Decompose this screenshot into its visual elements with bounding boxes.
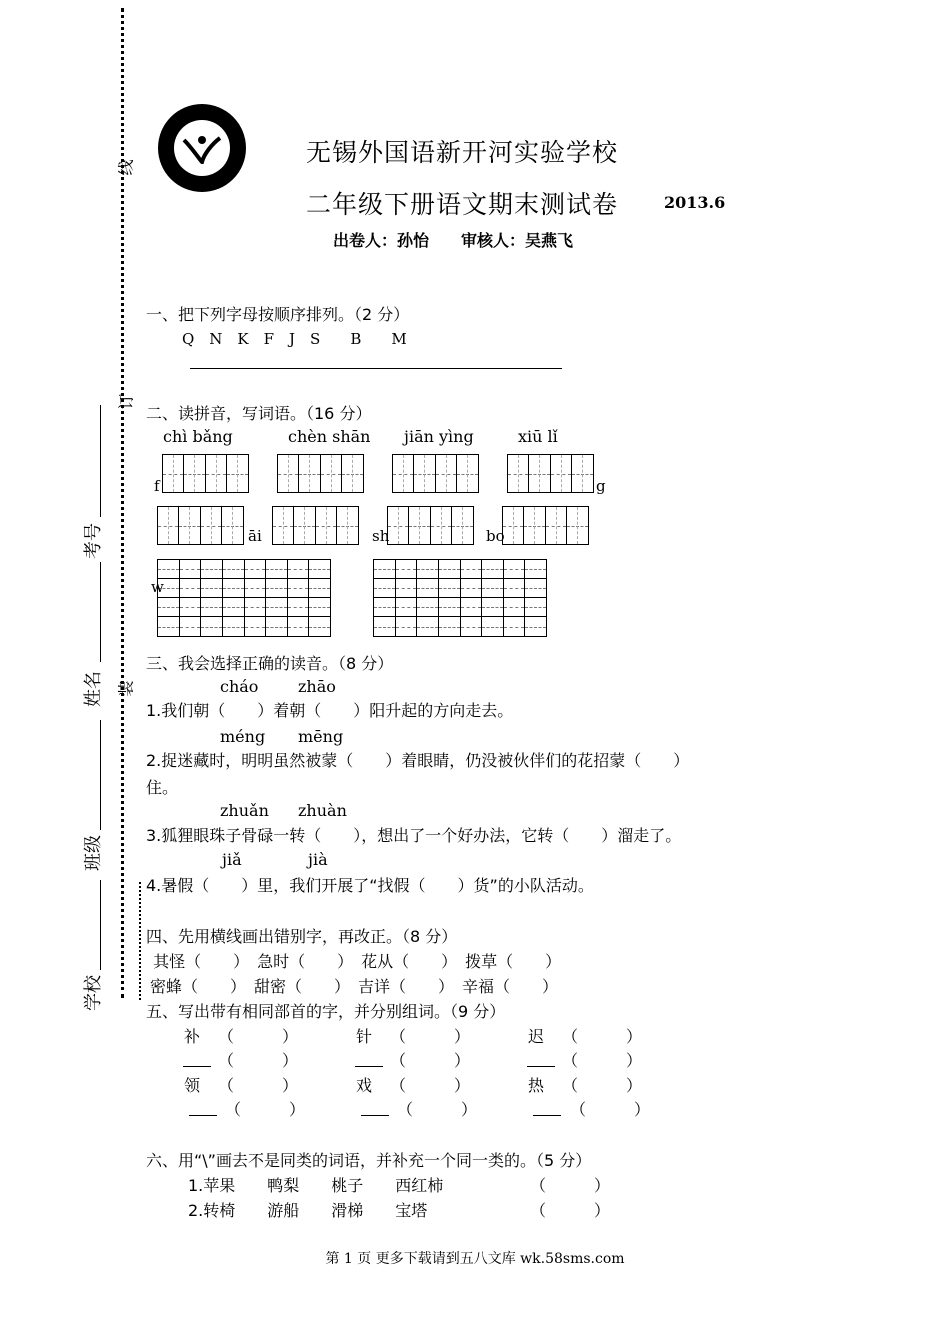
binding-dotted-line — [121, 8, 124, 998]
section5-char-xi: 戏 — [356, 1076, 373, 1095]
hidden-pinyin-fragment: bo — [486, 527, 505, 545]
writing-grid-big-2[interactable] — [373, 559, 547, 637]
section4-row1: 其怪（ ） 急时（ ） 花从（ ） 拨草（ ） — [148, 952, 562, 971]
school-name: 无锡外国语新开河实验学校 — [306, 138, 619, 167]
section3-item2-continued: 住。 — [146, 778, 179, 797]
section5-char-chi: 迟 — [528, 1027, 545, 1046]
authors-line: 出卷人：孙怡 审核人：吴燕飞 — [333, 231, 574, 250]
pinyin-zhuan3: zhuǎn — [220, 801, 269, 820]
section5-paren[interactable]: （ ） — [218, 1051, 299, 1070]
hidden-pinyin-fragment: g — [596, 477, 606, 495]
section1-answer-line[interactable] — [190, 368, 562, 369]
writing-grid-row2-4[interactable] — [502, 506, 589, 545]
margin-char-ding: 订 — [116, 393, 136, 410]
school-logo — [158, 104, 246, 192]
section3-title: 三、我会选择正确的读音。（8 分） — [146, 654, 394, 673]
section6-row2-paren[interactable]: （ ） — [530, 1201, 611, 1220]
section3-item2: 2.捉迷藏时，明明虽然被蒙（ ）着眼睛，仍没被伙伴们的花招蒙（ ） — [146, 751, 690, 770]
section3-item4: 4.暑假（ ）里，我们开展了“找假（ ）货”的小队活动。 — [146, 876, 594, 895]
margin-label-xuexiao: 学校 — [83, 975, 104, 1011]
writing-grid-chibang[interactable] — [162, 454, 249, 493]
section6-row2-words: 2.转椅 游船 滑梯 宝塔 — [188, 1201, 428, 1220]
writing-grid-row2-1[interactable] — [157, 506, 244, 545]
margin-label-xingming: 姓名 — [83, 671, 104, 707]
section1-letters: Q N K F J S B M — [182, 330, 407, 348]
section5-char-re: 热 — [528, 1076, 545, 1095]
section5-blank[interactable] — [527, 1066, 555, 1067]
pinyin-chibang: chì bǎng — [163, 427, 233, 446]
section5-paren[interactable]: （ ） — [562, 1076, 643, 1095]
hidden-pinyin-fragment: f — [154, 477, 160, 495]
writing-grid-xiuli[interactable] — [507, 454, 594, 493]
pinyin-chenshan: chèn shān — [288, 427, 371, 446]
section5-paren[interactable]: （ ） — [390, 1076, 471, 1095]
pinyin-jia4: jià — [308, 850, 328, 869]
margin-label-banji: 班级 — [83, 835, 104, 871]
hidden-pinyin-fragment: āi — [248, 527, 262, 545]
pinyin-chao: cháo — [220, 677, 259, 696]
pinyin-xiuli: xiū lǐ — [518, 427, 558, 446]
section5-blank[interactable] — [361, 1115, 389, 1116]
section5-char-ling: 领 — [184, 1076, 201, 1095]
section2-title: 二、读拼音，写词语。（16 分） — [146, 404, 372, 423]
section5-paren[interactable]: （ ） — [218, 1076, 299, 1095]
hidden-pinyin-fragment: sh — [372, 527, 390, 545]
section5-char-zhen: 针 — [356, 1027, 373, 1046]
section5-paren[interactable]: （ ） — [218, 1027, 299, 1046]
section5-paren[interactable]: （ ） — [570, 1100, 651, 1119]
section1-title: 一、把下列字母按顺序排列。（2 分） — [146, 305, 410, 324]
logo-emblem-icon — [182, 134, 222, 164]
section5-blank[interactable] — [533, 1115, 561, 1116]
binding-dotted-line-inner — [139, 882, 141, 1000]
page-footer: 第 1 页 更多下载请到五八文库 wk.58sms.com — [325, 1251, 625, 1267]
pinyin-zhuan4: zhuàn — [298, 801, 347, 820]
section3-item1: 1.我们朝（ ）着朝（ ）阳升起的方向走去。 — [146, 701, 514, 720]
exam-date: 2013.6 — [664, 193, 726, 212]
section5-paren[interactable]: （ ） — [562, 1051, 643, 1070]
exam-title: 二年级下册语文期末测试卷 — [306, 190, 619, 219]
writing-grid-row2-2[interactable] — [272, 506, 359, 545]
section5-blank[interactable] — [183, 1066, 211, 1067]
writing-grid-big-1[interactable] — [157, 559, 331, 637]
margin-char-xian: 线 — [116, 159, 136, 176]
writing-grid-row2-3[interactable] — [387, 506, 474, 545]
section5-blank[interactable] — [355, 1066, 383, 1067]
pinyin-jia3: jiǎ — [222, 850, 242, 869]
pinyin-meng2: méng — [220, 727, 266, 746]
pinyin-meng1: mēng — [298, 727, 344, 746]
margin-blank-kaohao[interactable] — [100, 405, 101, 517]
section4-row2: 密蜂（ ） 甜密（ ） 吉详（ ） 辛福（ ） — [150, 977, 559, 996]
section5-blank[interactable] — [189, 1115, 217, 1116]
section6-title: 六、用“\”画去不是同类的词语，并补充一个同一类的。（5 分） — [146, 1151, 592, 1170]
margin-char-zhuang: 装 — [116, 680, 136, 697]
margin-blank-banji[interactable] — [100, 880, 101, 970]
section5-paren[interactable]: （ ） — [397, 1100, 478, 1119]
hidden-pinyin-fragment: w — [151, 578, 164, 596]
section6-row1-paren[interactable]: （ ） — [530, 1176, 611, 1195]
section3-item3: 3.狐狸眼珠子骨碌一转（ ），想出了一个好办法，它转（ ）溜走了。 — [146, 826, 682, 845]
pinyin-zhao: zhāo — [298, 677, 336, 696]
section6-row1-words: 1.苹果 鸭梨 桃子 西红柿 — [188, 1176, 444, 1195]
section5-paren[interactable]: （ ） — [390, 1051, 471, 1070]
section5-title: 五、写出带有相同部首的字，并分别组词。（9 分） — [146, 1002, 506, 1021]
section5-char-bu: 补 — [184, 1027, 201, 1046]
margin-label-kaohao: 考号 — [83, 523, 104, 559]
section5-paren[interactable]: （ ） — [225, 1100, 306, 1119]
section5-paren[interactable]: （ ） — [390, 1027, 471, 1046]
section4-title: 四、先用横线画出错别字，再改正。（8 分） — [146, 927, 458, 946]
writing-grid-jianying[interactable] — [392, 454, 479, 493]
writing-grid-chenshan[interactable] — [277, 454, 364, 493]
margin-blank-xingming[interactable] — [100, 720, 101, 830]
section5-paren[interactable]: （ ） — [562, 1027, 643, 1046]
pinyin-jianying: jiān yìng — [404, 427, 474, 446]
margin-blank-kaohao-2[interactable] — [100, 562, 101, 662]
